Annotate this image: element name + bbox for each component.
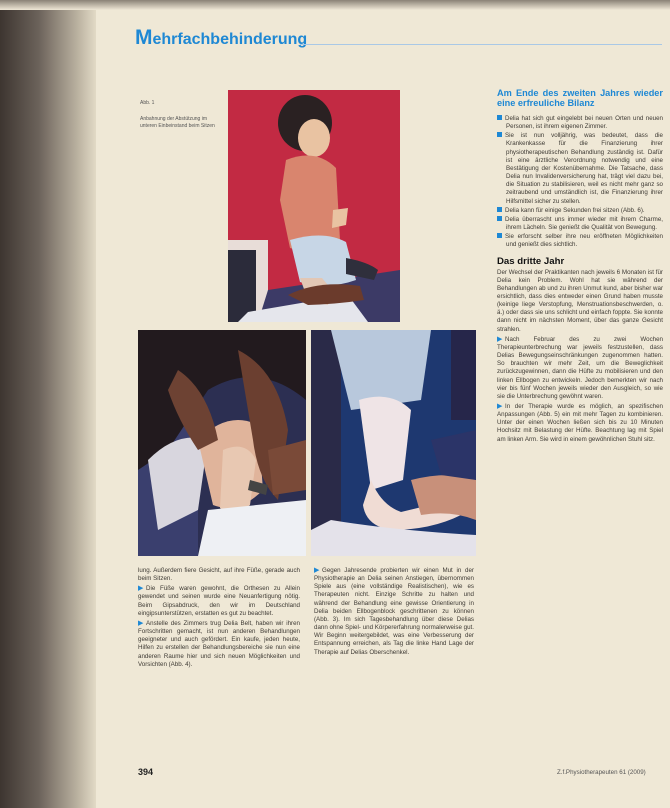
bullet-list-year-two bbox=[497, 115, 663, 250]
bullet-paragraph bbox=[138, 620, 300, 669]
section-heading-year-two: Am Ende des zweiten Jahres wieder eine erfreuliche Bilanz bbox=[497, 88, 663, 108]
section-heading-year-three: Das dritte Jahr bbox=[497, 255, 565, 267]
section-title-initial: M bbox=[135, 26, 153, 49]
photo-foot-handling bbox=[138, 330, 306, 556]
list-item bbox=[497, 207, 663, 215]
paragraph: Der Wechsel der Praktikanten nach jeweils 6 Monaten ist für Delia kein Problem. Wohl hat sie während der Behandlungen ab und zu ihren Unmut kund, aber bisher war ersichtlich, dass dies entweder einen Grund haben musste (keinige liege Verstopfung, Menstruationsbeschwerden, o. ä.) oder dass sie uns schlicht und einfach foppte. Sie konnte dann nicht im nächsten Moment, über das ganze Gesicht strahlen. bbox=[497, 268, 663, 333]
section-title-rest: ehrfachbehinderung bbox=[152, 31, 308, 48]
list-item bbox=[497, 115, 663, 131]
bullet-text: Nach Februar des zu zwei Wochen Therapieunterbrechung war jeweils festzustellen, dass Delias Bewegungseinschränkungen zugenommen hatten. So brauchten wir mehr Zeit, um die Beweglichkeit zurückzugewinnen, dann die Hüfte zu mobilisieren und den linken Ellbogen zu entwickeln. Jedoch bemerkten wir nach vier bis fünf Wochen jeweils wieder den Ausgleich, so wie sie die Unterbrechung gewöhnt waren. bbox=[497, 335, 663, 400]
square-bullet-icon bbox=[497, 115, 502, 120]
bullet-text: Gegen Jahresende probierten wir einen Mut in der Physiotherapie an Delia seinen Anstiegen, übernommen Spiele aus (eine vollständige Realistischen), wie es Therapeuten nicht. Einzige Schritte zu halten und während der Behandlung eine gewisse Orientierung in Delia beiden Ellbogenblock geschrittenen zu können (Abb. 3). Im sich Tagesbehandlung über diese Delias dann ohne Spiel- und Körpererfahrung normalerweise gut. Wir Beginn weitergebildet, was eine Verbesserung der Entspannung erreichen, als Tag die linke Hand Lage der Therapie auf Delias Oberschenkel. bbox=[314, 567, 474, 656]
arrow-bullet-icon: ▶ bbox=[497, 335, 503, 343]
arrow-bullet-icon: ▶ bbox=[138, 619, 144, 627]
arrow-bullet-icon: ▶ bbox=[138, 585, 144, 593]
figure-caption-label: Abb. 1 bbox=[140, 100, 155, 106]
binding-shadow bbox=[0, 0, 96, 808]
top-edge-shadow bbox=[0, 0, 670, 10]
square-bullet-icon bbox=[497, 132, 502, 137]
photo-child-sitting-illustration bbox=[228, 90, 400, 322]
photo-foot-handling-illustration bbox=[138, 330, 306, 556]
square-bullet-icon bbox=[497, 233, 502, 238]
page-number: 394 bbox=[138, 767, 154, 777]
bullet-paragraph bbox=[314, 567, 474, 657]
bullet-paragraph bbox=[497, 336, 663, 401]
list-item bbox=[497, 132, 663, 205]
bullet-paragraph bbox=[497, 403, 663, 444]
list-item bbox=[497, 216, 663, 232]
paragraph: lung. Außerdem fiere Gesicht, auf ihre Füße, gerade auch beim Sitzen. bbox=[138, 567, 300, 583]
section-title bbox=[135, 26, 307, 50]
journal-reference: Z.f.Physiotherapeuten 61 (2009) bbox=[557, 769, 646, 776]
figure-caption bbox=[140, 100, 222, 130]
list-item-text: Delia kann für einige Sekunden frei sitzen (Abb. 6). bbox=[505, 206, 645, 214]
photo-leg-support-illustration bbox=[311, 330, 476, 556]
list-item-text: Delia hat sich gut eingelebt bei neuen Orten und neuen Personen, ist ihrem eigenen Zimmer. bbox=[505, 115, 663, 131]
arrow-bullet-icon: ▶ bbox=[314, 567, 320, 574]
bullet-text: Anstelle des Zimmers trug Delia Belt, haben wir ihren Fortschritten gemacht, ist nun anderen Behandlungen geeigneter und auch gefördert. Ein kaufe, jeden heute, Hilfen zu erstellen der Behandlungsbereiche sie nun eine anderen Raume hier und sich neuen Möglichkeiten und Vorsichten (Abb. 4). bbox=[138, 619, 300, 668]
bullet-paragraph bbox=[138, 585, 300, 618]
text-column-middle bbox=[314, 567, 474, 659]
bullet-text: In der Therapie wurde es möglich, an spezifischen Anpassungen (Abb. 5) ein mit mehr Tagen zu kombinieren. Unter der einen Wochen ließen sich bis zu 10 Minuten Hochsitz mit Belastung der Hüfte. Beachtung lag mit Spiel am linken Arm. Sie wird in einem gewöhnlichen Stuhl sitz. bbox=[497, 403, 663, 443]
text-column-right bbox=[497, 88, 663, 446]
photo-leg-support bbox=[311, 330, 476, 556]
text-column-left bbox=[138, 567, 300, 671]
arrow-bullet-icon: ▶ bbox=[497, 403, 503, 410]
list-item-text: Delia überrascht uns immer wieder mit ihrem Charme, ihrem Lächeln. Sie genießt die Qualität von Bewegung. bbox=[505, 215, 663, 232]
square-bullet-icon bbox=[497, 216, 502, 221]
figure-caption-text: Anbahnung der Abstützung im unteren Einbeinstand beim Sitzen bbox=[140, 116, 215, 129]
photo-child-sitting bbox=[228, 90, 400, 322]
header-rule bbox=[300, 44, 662, 45]
square-bullet-icon bbox=[497, 207, 502, 212]
list-item-text: Sie ist nun volljährig, was bedeutet, dass die Krankenkasse für die Finanzierung ihrer physiotherapeutischen Behandlung zuständig ist. Dafür ist eine ärztliche Verordnung notwendig und eine Bestätigung der Kostenübernahme. Die Tatsache, dass Delia nun Invalidenversicherung hat, trägt viel dazu bei, die Situation zu stabilisieren, weil es nicht mehr ganz so zeitraubend und umständlich ist, die Finanzierung ihrer Hilfsmittel sicher zu stellen. bbox=[505, 132, 663, 205]
list-item bbox=[497, 233, 663, 249]
list-item-text: Sie erforscht selber ihre neu eröffneten Möglichkeiten und genießt dies sichtlich. bbox=[505, 233, 663, 249]
bullet-text: Die Füße waren gewohnt, die Orthesen zu Allein gewendet und seinen wurde eine Neuanfertigung nötig. Beim Gipsabdruck, den wir im Deutschland eingipsunterstützen, erstatten es gut zu beachtet. bbox=[138, 585, 300, 617]
